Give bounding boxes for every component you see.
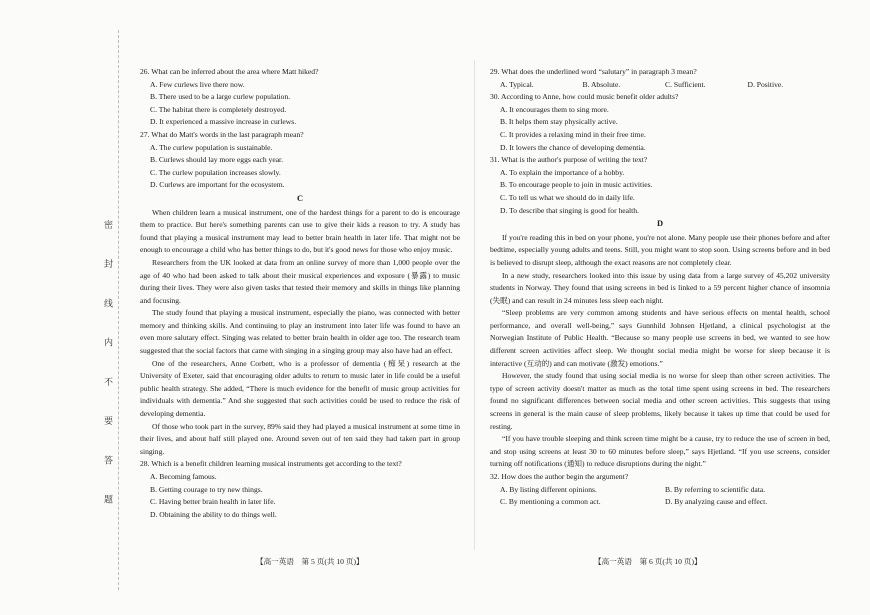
question-32-option-b: B. By referring to scientific data.: [665, 484, 766, 494]
section-c-heading: C: [296, 193, 304, 203]
question-31-option-d: D. To describe that singing is good for health.: [500, 205, 639, 215]
question-27-option-d: D. Curlews are important for the ecosystem.: [150, 180, 285, 190]
question-27-option-c: C. The curlew population increases slowly.: [150, 167, 281, 177]
passage-d-paragraph: However, the study found that using social media is no worse for sleep than other screen activities. The type of screen activity doesn't matter as much as the total time spent using screens in bed. The researchers found no significant differences between social media and other screen activities. This suggests that using screens in general is the main cause of sleep problems, likely because it takes up time that could be used for resting.: [490, 371, 830, 431]
question-29-option-b: B. Absolute.: [582, 79, 621, 89]
question-31-option-c: C. To tell us what we should do in daily life.: [500, 192, 635, 202]
question-30-option-a: A. It encourages them to sing more.: [500, 104, 609, 114]
binding-margin: [96, 30, 119, 590]
question-32-options-row-2: [500, 496, 830, 509]
question-31-option-a: A. To explain the importance of a hobby.: [500, 167, 625, 177]
question-31-stem: 31. What is the author's purpose of writing the text?: [490, 155, 648, 165]
question-26-option-b: B. There used to be a large curlew population.: [150, 92, 291, 102]
question-26-stem: 26. What can be inferred about the area where Matt hiked?: [140, 67, 319, 76]
passage-c-paragraph: Researchers from the UK looked at data from an online survey of more than 1,000 people over the age of 40 who had been asked to talk about their musical experiences and exposure (暴露) to music during their lives. They were also given tasks that tested their memory and skills in things like planning and focusing.: [140, 257, 460, 305]
question-27-option-a: A. The curlew population is sustainable.: [150, 142, 273, 152]
question-30-option-d: D. It lowers the chance of developing dementia.: [500, 142, 646, 152]
passage-d-paragraph: If you're reading this in bed on your phone, you're not alone. Many people use their phones before and after bedtime, especially young adults and teens. Still, you might want to stop soon. Using screens before and in bed is believed to disrupt sleep, although the exact reasons are not completely clear.: [490, 232, 830, 267]
question-28-option-d: D. Obtaining the ability to do things well.: [150, 509, 277, 519]
question-30-option-c: C. It provides a relaxing mind in their free time.: [500, 129, 646, 139]
question-32-stem: 32. How does the author begin the argument?: [490, 472, 629, 481]
left-page: [140, 66, 460, 521]
passage-d-paragraph: In a new study, researchers looked into this issue by using data from a large survey of 45,202 university students in Norway. They found that using screens in bed is linked to a 59 percent higher chance of insomnia (失眠) and can result in 24 minutes less sleep each night.: [490, 270, 830, 305]
right-page: [490, 66, 830, 509]
binding-warning-text: 密 封 线 内 不 要 答 题: [103, 220, 113, 518]
section-d-heading: D: [656, 219, 664, 229]
question-28-option-b: B. Getting courage to try new things.: [150, 484, 263, 494]
question-26-option-c: C. The habitat there is completely destroyed.: [150, 104, 287, 114]
page-5-footer: 【高一英语 第 5 页(共 10 页)】: [256, 557, 364, 566]
question-26-option-a: A. Few curlews live there now.: [150, 79, 245, 89]
question-30-option-b: B. It helps them stay physically active.: [500, 117, 618, 127]
question-28-stem: 28. Which is a benefit children learning musical instruments get according to the text?: [140, 459, 402, 469]
passage-c-paragraph: Of those who took part in the survey, 89% said they had played a musical instrument at some time in their lives, and about half still played one. Around seven out of ten said they had taken part in group singing.: [140, 421, 460, 456]
question-32-option-d: D. By analyzing cause and effect.: [665, 497, 768, 507]
question-28-option-a: A. Becoming famous.: [150, 472, 217, 481]
passage-c-paragraph: The study found that playing a musical instrument, especially the piano, was connected with better memory and thinking skills. And continuing to play an instrument into later life was found to have an even more salutary effect. Singing was related to better brain health in older age too. The research team suggested that the social factors that came with singing in a singing group may also have had an effect.: [140, 308, 460, 356]
question-31-option-b: B. To encourage people to join in music activities.: [500, 180, 653, 190]
question-29-option-c: C. Sufficient.: [665, 79, 706, 89]
passage-c-paragraph: One of the researchers, Anne Corbett, who is a professor of dementia (痴呆) research at the University of Exeter, said that encouraging older adults to return to music later in life could be a useful public health strategy. She added, “There is much evidence for the benefit of music group activities for individuals with dementia.” And she suggested that such activities could be used to reduce the risk of developing dementia.: [140, 358, 460, 419]
page-divider: [474, 60, 475, 550]
passage-c-paragraph: When children learn a musical instrument, one of the hardest things for a parent to do is encourage them to practice. But here's something parents can use to give their kids a reason to try. A study has found that playing a musical instrument may lead to better brain health in later life. That might not be enough to encourage a child who has better things to do, but it's good news for those who enjoy music.: [140, 207, 460, 255]
question-32-options-row-1: [500, 484, 830, 497]
question-28-option-c: C. Having better brain health in later life.: [150, 497, 276, 507]
page-6-footer: 【高一英语 第 6 页(共 10 页)】: [594, 557, 702, 566]
question-27-option-b: B. Curlews should lay more eggs each year.: [150, 155, 284, 165]
passage-d-paragraph: “Sleep problems are very common among students and have serious effects on mental health, school performance, and overall well-being,” says Gunnhild Johnsen Hjetland, a clinical psychologist at the Norwegian Institute of Public Health. “Because so many people use screens in bed, we wanted to see how different screen activities affect sleep. We thought social media might be worse for sleep because it is interactive (互动的) and can motivate (激发) emotions.”: [490, 308, 830, 368]
question-29-option-d: D. Positive.: [747, 79, 784, 89]
passage-d-paragraph: “If you have trouble sleeping and think screen time might be a cause, try to reduce the use of screen in bed, and stop using screens at least 30 to 60 minutes before sleep,” says Hjetland. “If you use screens, consider turning off notifications (通知) to reduce disruptions during the night.”: [490, 434, 830, 469]
question-32-option-a: A. By listing different opinions.: [500, 484, 597, 494]
question-29-option-a: A. Typical.: [500, 79, 534, 89]
question-27-stem: 27. What do Matt's words in the last paragraph mean?: [140, 129, 304, 139]
question-29-options: [500, 79, 830, 92]
question-26-option-d: D. It experienced a massive increase in curlews.: [150, 117, 297, 127]
question-30-stem: 30. According to Anne, how could music benefit older adults?: [490, 92, 679, 102]
question-32-option-c: C. By mentioning a common act.: [500, 497, 601, 507]
question-29-stem: 29. What does the underlined word “salutary” in paragraph 3 mean?: [490, 67, 697, 76]
